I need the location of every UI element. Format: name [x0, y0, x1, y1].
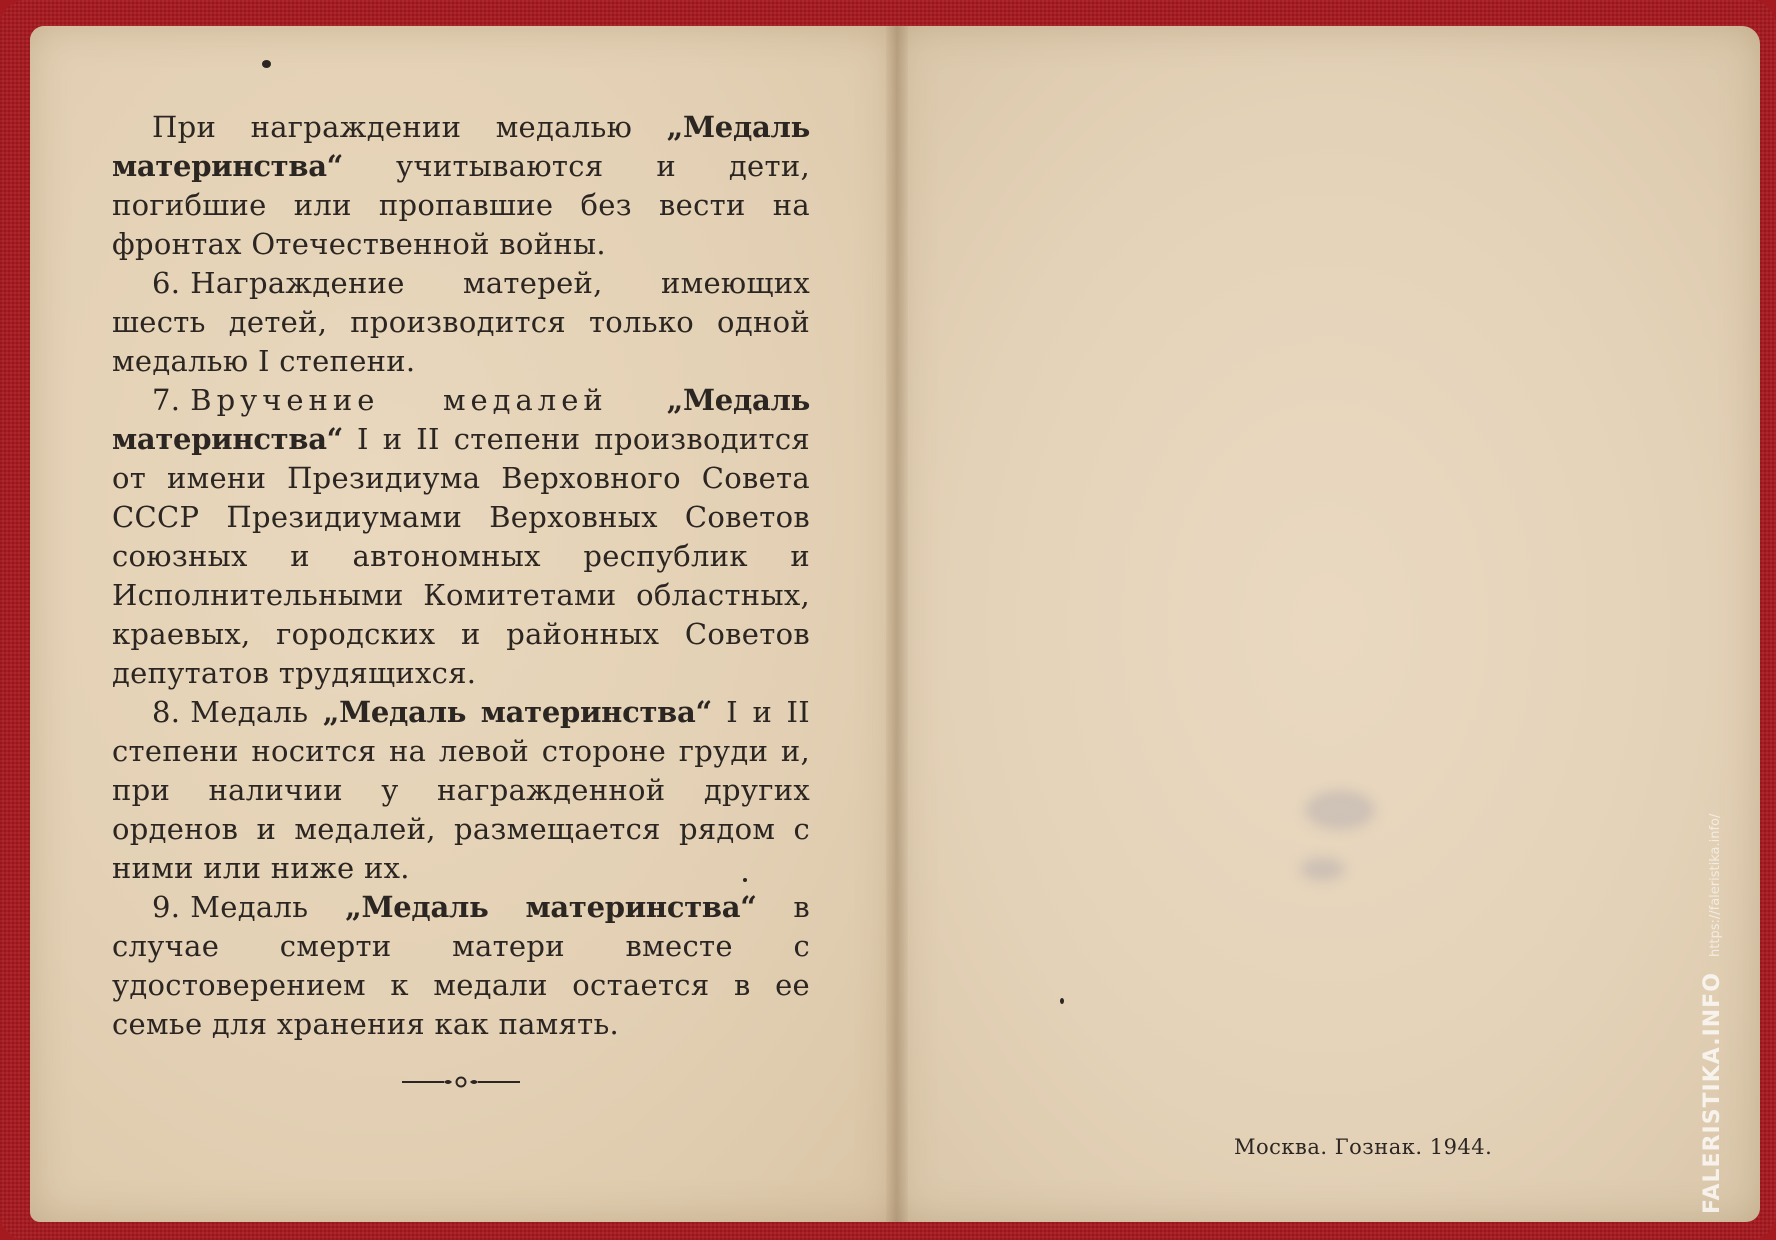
- medal-name: „Медаль материнства“: [112, 110, 810, 183]
- paragraph-number: 7.: [152, 383, 181, 417]
- medal-name: „Медаль материнства“: [345, 890, 757, 924]
- paragraph-text: Награждение матерей, имеющих шесть детей, производится только одной медалью I степени.: [112, 266, 810, 378]
- paragraph-text: [608, 383, 667, 417]
- paragraph-text: Медаль: [190, 890, 346, 924]
- paragraph-text: учитываются и дети, погибшие или пропавшие без вести на фронтах Отечественной войны.: [112, 149, 810, 261]
- paper-speck: [1060, 998, 1064, 1004]
- site-watermark: [1700, 814, 1725, 1214]
- paragraph-text: При награждении медалью: [152, 110, 667, 144]
- medal-name: „Медаль материнства“: [322, 695, 712, 729]
- paragraph-text: I и II степени носится на левой стороне груди и, при наличии у награжденной других орденов и медалей, размещается рядом с ними или ниже их.: [112, 695, 811, 885]
- paper-speck: [743, 878, 747, 882]
- statute-paragraph: [112, 264, 810, 381]
- paragraph-text: в случае смерти матери вместе с удостоверением к медали остается в ее семье для хранения как память.: [112, 890, 810, 1041]
- ink-stain: [1300, 857, 1345, 881]
- paragraph-text: Медаль: [190, 695, 323, 729]
- paragraph-number: 9.: [152, 890, 181, 924]
- paragraph-text: I и II степени производится от имени Президиума Верховного Совета СССР Президиумами Верховных Советов союзных и автономных республик и Исполнительными Комитетами областных, краевых, городских и районных Советов депутатов трудящихся.: [112, 422, 810, 690]
- right-page: [896, 26, 1760, 1222]
- statute-paragraph: [112, 888, 810, 1044]
- statute-text: [112, 108, 810, 1044]
- ink-stain: [1305, 790, 1375, 830]
- spaced-lead-text: Вручение медалей: [190, 383, 608, 417]
- watermark-brand: FALERISTIKA.INFO: [1700, 972, 1725, 1214]
- publisher-imprint: Москва. Гознак. 1944.: [1234, 1135, 1493, 1159]
- statute-paragraph: [112, 693, 810, 888]
- ornament-divider: [400, 1072, 522, 1092]
- medal-name: „Медаль материнства“: [112, 383, 810, 456]
- statute-paragraph: [112, 381, 810, 693]
- statute-paragraph: [112, 108, 810, 264]
- book-spine: [886, 26, 908, 1222]
- watermark-url: https://faleristika.info/: [1708, 813, 1723, 957]
- paragraph-number: 6.: [152, 266, 181, 300]
- paragraph-number: 8.: [152, 695, 181, 729]
- paper-speck: [262, 60, 271, 68]
